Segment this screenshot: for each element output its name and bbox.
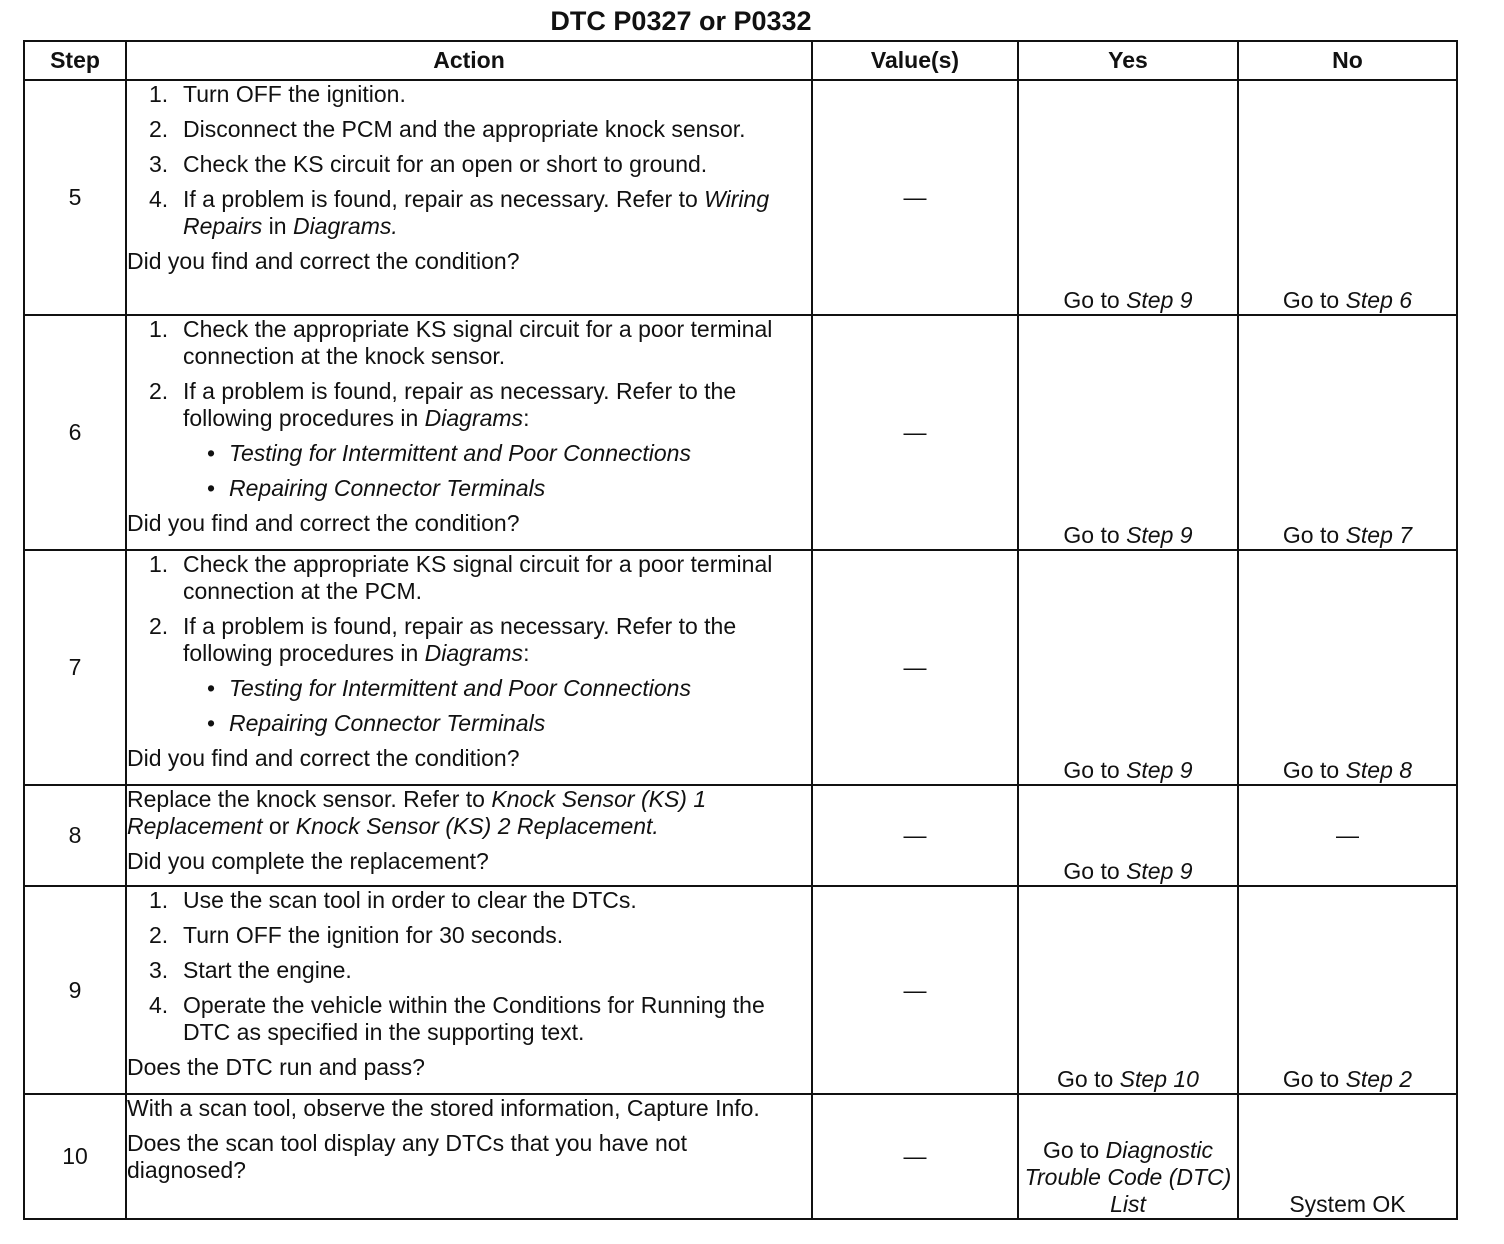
action-cell — [126, 80, 812, 315]
no-cell: Go to Step 8 — [1238, 550, 1457, 785]
step-number: 10 — [24, 1094, 126, 1219]
list-item: 1. Check the appropriate KS signal circuit for a poor terminal connection at the knock sensor. — [149, 316, 773, 369]
question: Does the DTC run and pass? — [127, 1054, 425, 1080]
list-item: 2. Turn OFF the ignition for 30 seconds. — [149, 922, 564, 948]
bullet-item: • Repairing Connector Terminals — [207, 710, 546, 736]
value-cell: — — [812, 80, 1018, 315]
no-cell: System OK — [1238, 1094, 1457, 1219]
yes-cell: Go to Step 9 — [1018, 80, 1238, 315]
header-values: Value(s) — [812, 41, 1018, 80]
table-row — [24, 315, 1457, 550]
no-cell: Go to Step 2 — [1238, 886, 1457, 1094]
list-item: 1. Check the appropriate KS signal circuit for a poor terminal connection at the PCM. — [149, 551, 773, 604]
page-title: DTC P0327 or P0332 — [550, 6, 812, 36]
action-cell — [126, 550, 812, 785]
list-item: 3. Check the KS circuit for an open or short to ground. — [149, 151, 708, 177]
step-number: 8 — [24, 785, 126, 886]
yes-cell: Go to Step 9 — [1018, 785, 1238, 886]
step-number: 7 — [24, 550, 126, 785]
value-cell: — — [812, 550, 1018, 785]
list-item: 2. Disconnect the PCM and the appropriate knock sensor. — [149, 116, 746, 142]
step-number: 5 — [24, 80, 126, 315]
no-cell: Go to Step 6 — [1238, 80, 1457, 315]
table-row — [24, 886, 1457, 1094]
yes-cell: Go to Diagnostic Trouble Code (DTC) List — [1018, 1094, 1238, 1219]
list-item: 2. If a problem is found, repair as necessary. Refer to the following procedures in Diagrams: — [149, 613, 737, 666]
value-cell: — — [812, 1094, 1018, 1219]
yes-cell: Go to Step 10 — [1018, 886, 1238, 1094]
action-cell — [126, 315, 812, 550]
action-cell — [126, 785, 812, 886]
question: Did you complete the replacement? — [127, 848, 489, 874]
value-cell: — — [812, 785, 1018, 886]
no-cell: Go to Step 7 — [1238, 315, 1457, 550]
header-action: Action — [126, 41, 812, 80]
bullet-item: • Testing for Intermittent and Poor Connections — [207, 440, 691, 466]
yes-cell: Go to Step 9 — [1018, 315, 1238, 550]
table-row — [24, 80, 1457, 315]
action-paragraph: With a scan tool, observe the stored information, Capture Info. — [127, 1095, 760, 1121]
question: Did you find and correct the condition? — [127, 510, 520, 536]
step-number: 6 — [24, 315, 126, 550]
list-item: 4. If a problem is found, repair as necessary. Refer to Wiring Repairs in Diagrams. — [149, 186, 770, 239]
bullet-item: • Repairing Connector Terminals — [207, 475, 546, 501]
header-no: No — [1238, 41, 1457, 80]
question: Does the scan tool display any DTCs that you have not diagnosed? — [127, 1130, 687, 1183]
list-item: 2. If a problem is found, repair as necessary. Refer to the following procedures in Diagrams: — [149, 378, 737, 431]
header-yes: Yes — [1018, 41, 1238, 80]
list-item: 3. Start the engine. — [149, 957, 352, 983]
table-row — [24, 1094, 1457, 1219]
list-item: 1. Use the scan tool in order to clear the DTCs. — [149, 887, 637, 913]
bullet-item: • Testing for Intermittent and Poor Connections — [207, 675, 691, 701]
step-number: 9 — [24, 886, 126, 1094]
value-cell: — — [812, 886, 1018, 1094]
table-row — [24, 785, 1457, 886]
table-row — [24, 550, 1457, 785]
question: Did you find and correct the condition? — [127, 248, 520, 274]
list-item: 1. Turn OFF the ignition. — [149, 81, 406, 107]
value-cell: — — [812, 315, 1018, 550]
header-step: Step — [24, 41, 126, 80]
action-cell — [126, 1094, 812, 1219]
no-cell: — — [1238, 785, 1457, 886]
header-row — [24, 41, 1457, 80]
list-item: 4. Operate the vehicle within the Conditions for Running the DTC as specified in the supporting text. — [149, 992, 765, 1045]
yes-cell: Go to Step 9 — [1018, 550, 1238, 785]
diagnostic-table — [23, 40, 1458, 1220]
question: Did you find and correct the condition? — [127, 745, 520, 771]
action-paragraph: Replace the knock sensor. Refer to Knock Sensor (KS) 1 Replacement or Knock Sensor (KS) 2 Replacement. — [127, 786, 707, 839]
action-cell — [126, 886, 812, 1094]
